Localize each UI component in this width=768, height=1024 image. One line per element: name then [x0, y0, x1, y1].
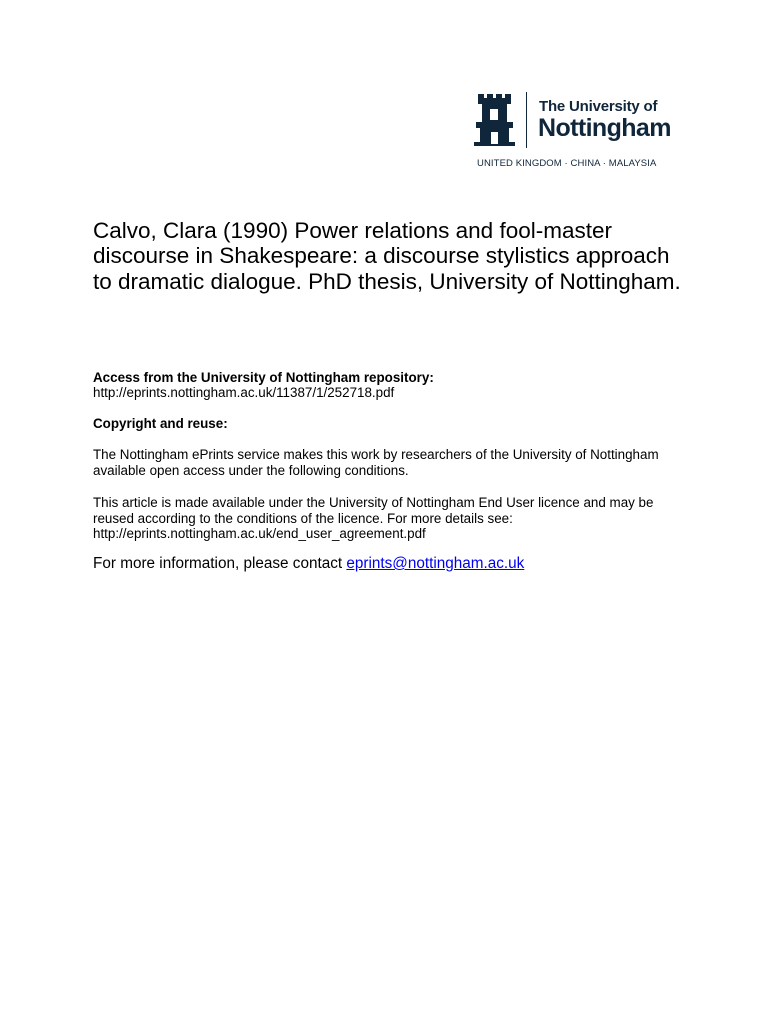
logo-title-line1: The University of	[539, 98, 658, 115]
castle-crest-icon	[474, 94, 516, 146]
copyright-paragraph-2	[93, 495, 683, 542]
contact-text: For more information, please contact	[93, 555, 347, 572]
citation-title: Calvo, Clara (1990) Power relations and fool-master discourse in Shakespeare: a discourse stylistics approach to dramatic dialogue. PhD thesis, University of Nottingham.	[93, 218, 681, 294]
access-url: http://eprints.nottingham.ac.uk/11387/1/252718.pdf	[93, 385, 395, 400]
logo-divider	[526, 92, 527, 148]
copyright-paragraph-1: The Nottingham ePrints service makes this work by researchers of the University of Nottingham available open access under the following conditions.	[93, 447, 659, 478]
logo-title-line2: Nottingham	[538, 114, 671, 142]
contact-line	[93, 555, 524, 573]
licence-text: This article is made available under the University of Nottingham End User licence and may be reused according to the conditions of the licence. For more details see:	[93, 495, 654, 526]
copyright-heading: Copyright and reuse:	[93, 416, 228, 431]
access-heading: Access from the University of Nottingham repository:	[93, 370, 434, 385]
university-logo	[474, 92, 674, 172]
contact-email-link[interactable]: eprints@nottingham.ac.uk	[346, 555, 525, 572]
licence-url: http://eprints.nottingham.ac.uk/end_user_agreement.pdf	[93, 526, 426, 541]
logo-tagline: UNITED KINGDOM · CHINA · MALAYSIA	[477, 158, 657, 169]
